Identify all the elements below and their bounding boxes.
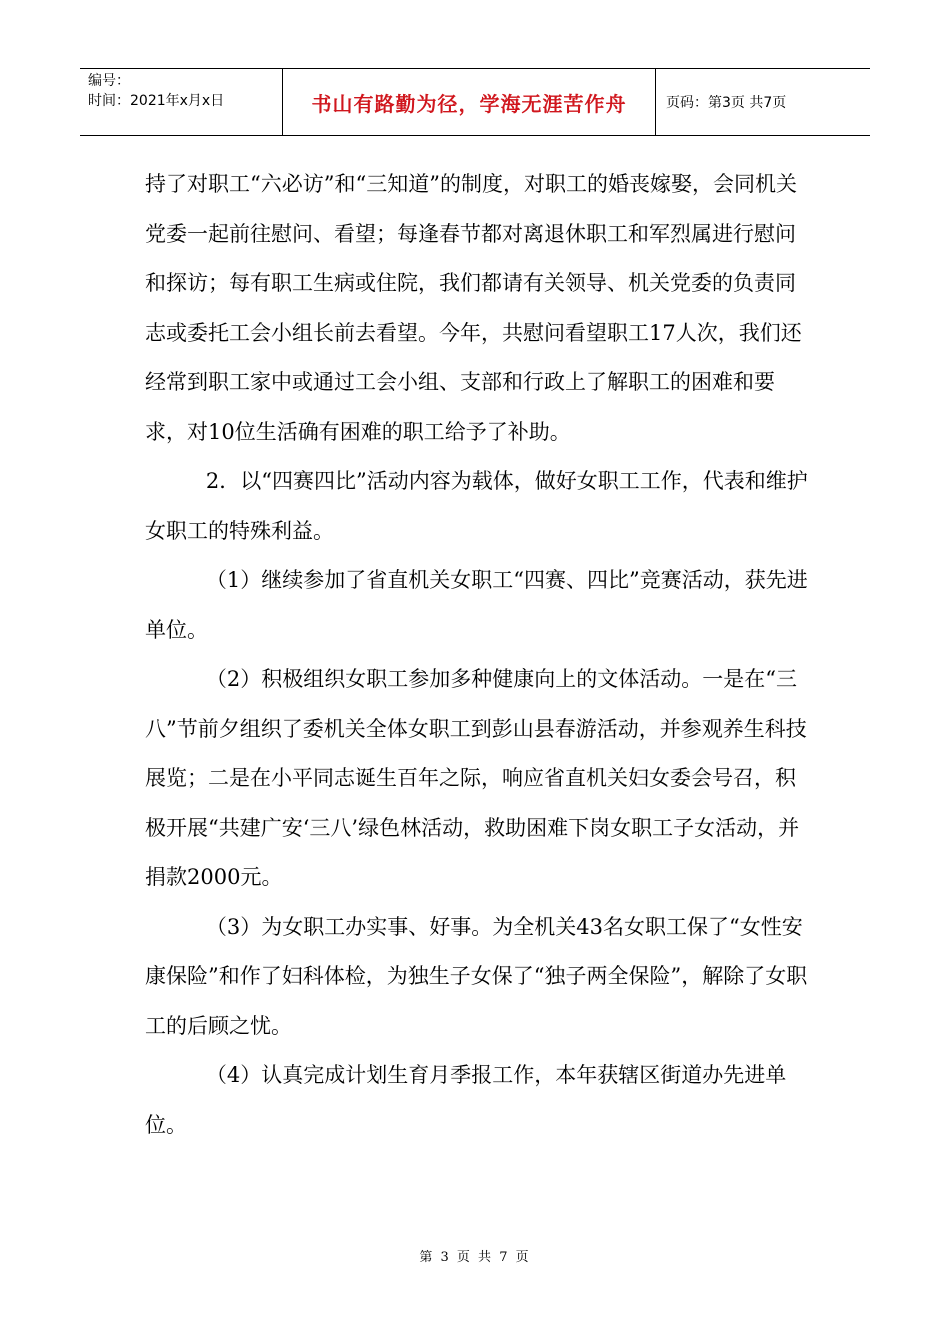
document-body <box>145 160 810 1150</box>
paragraph-6: （4）认真完成计划生育月季报工作，本年获辖区街道办先进单位。 <box>145 1063 787 1137</box>
header-motto: 书山有路勤为径，学海无涯苦作舟 <box>283 69 656 135</box>
paragraph-3: （1）继续参加了省直机关女职工“四赛、四比”竞赛活动，获先进单位。 <box>145 568 808 642</box>
header-meta <box>80 69 283 135</box>
number-label: 编号： <box>88 73 130 89</box>
header-page-code: 页码：第3页 共7页 <box>666 95 787 111</box>
paragraph-4: （2）积极组织女职工参加多种健康向上的文体活动。一是在“三八”节前夕组织了委机关全体女职工到彭山县春游活动，并参观养生科技展览；二是在小平同志诞生百年之际，响应省直机关妇女委会号召，积极开展“共建广安‘三八’绿色林活动，救助困难下岗女职工子女活动，并捐款2000元。 <box>145 667 807 889</box>
page-footer: 第 3 页 共 7 页 <box>419 1250 531 1265</box>
date-label: 时间：2021年x月x日 <box>88 93 225 109</box>
paragraph-1: 持了对职工“六必访”和“三知道”的制度，对职工的婚丧嫁娶，会同机关党委一起前往慰问、看望；每逢春节都对离退休职工和军烈属进行慰问和探访；每有职工生病或住院，我们都请有关领导、机关党委的负责同志或委托工会小组长前去看望。今年，共慰问看望职工17人次，我们还经常到职工家中或通过工会小组、支部和行政上了解职工的困难和要求，对10位生活确有困难的职工给予了补助。 <box>145 172 802 444</box>
document-header <box>80 68 870 136</box>
paragraph-5: （3）为女职工办实事、好事。为全机关43名女职工保了“女性安康保险”和作了妇科体检，为独生子女保了“独子两全保险”，解除了女职工的后顾之忧。 <box>145 914 808 1038</box>
paragraph-2: 2．以“四赛四比”活动内容为载体，做好女职工工作，代表和维护女职工的特殊利益。 <box>145 469 808 543</box>
